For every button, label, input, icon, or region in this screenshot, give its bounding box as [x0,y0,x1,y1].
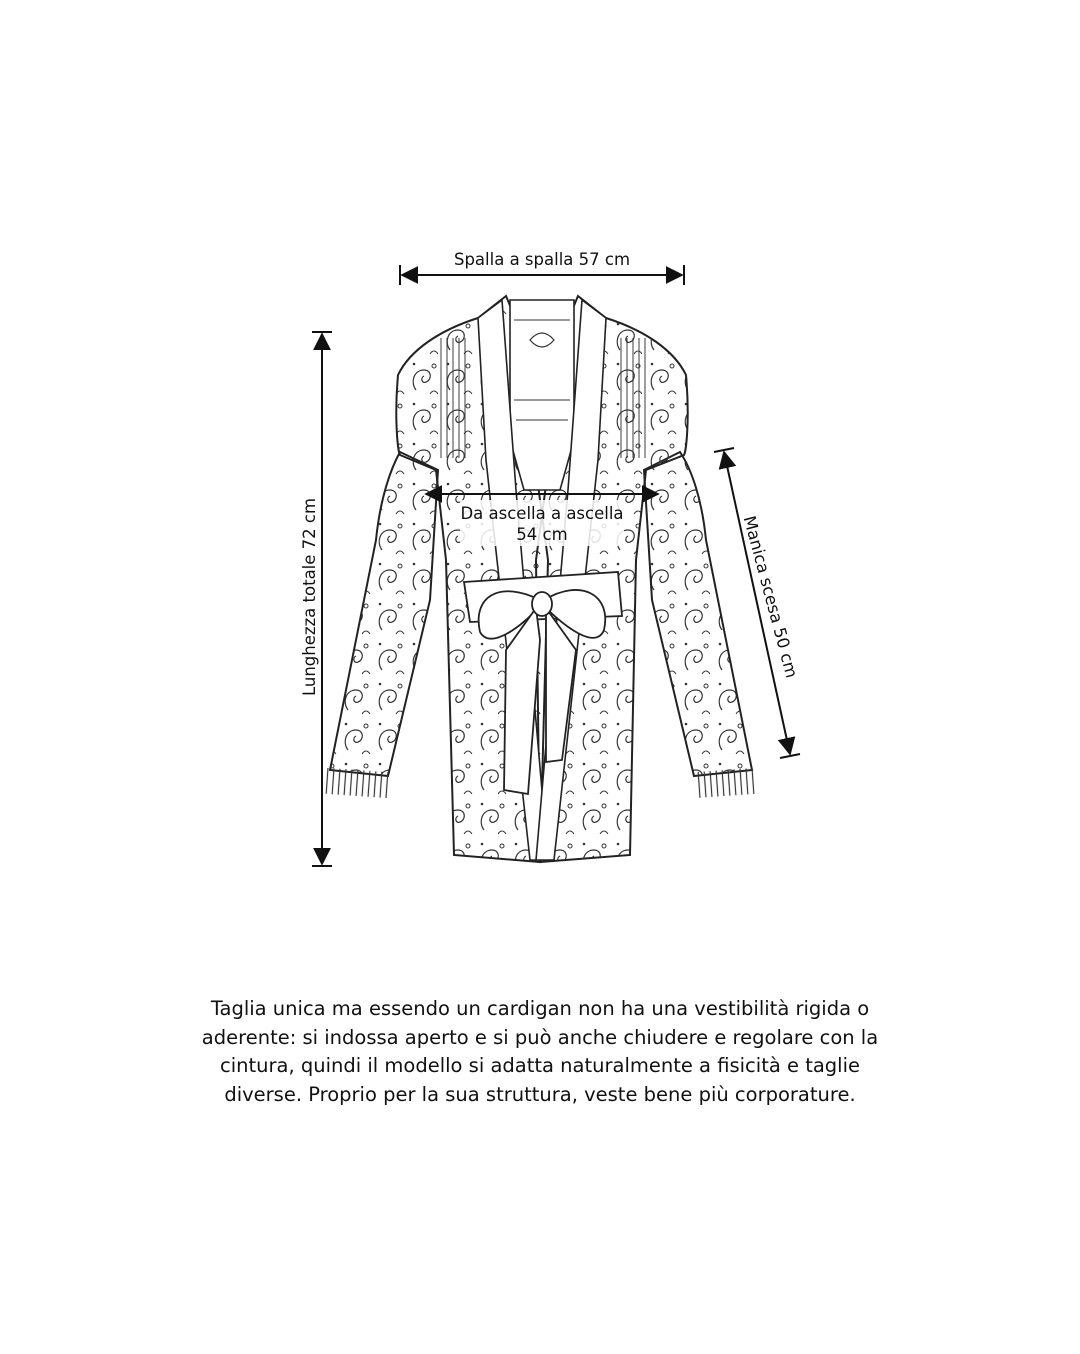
armpit-label-line2: 54 cm [516,525,568,544]
cardigan-body [325,296,757,862]
left-sleeve [330,452,438,776]
left-shoulder-fringe [436,338,466,458]
armpit-measurement-label [430,503,654,545]
fit-description: Taglia unica ma essendo un cardigan non ha una vestibilità rigida o aderente: si indossa aperto e si può anche chiudere e regolare con la cintura, quindi il modello si adatta naturalmente a fisicità e taglie diverse. Proprio per la sua struttura, veste bene più corporature. [201,997,879,1106]
belt-knot [532,592,552,616]
length-label-text: Lunghezza totale 72 cm [300,497,319,697]
right-shoulder-fringe [618,338,648,458]
left-cuff-fringe [325,768,389,798]
right-cuff-fringe [693,768,757,798]
sleeve-label-text: Manica scesa 50 cm [739,513,802,680]
inner-back [510,300,574,490]
armpit-label-line1: Da ascella a ascella [460,504,624,523]
right-sleeve [644,452,752,776]
shoulder-measurement-label: Spalla a spalla 57 cm [453,250,631,269]
